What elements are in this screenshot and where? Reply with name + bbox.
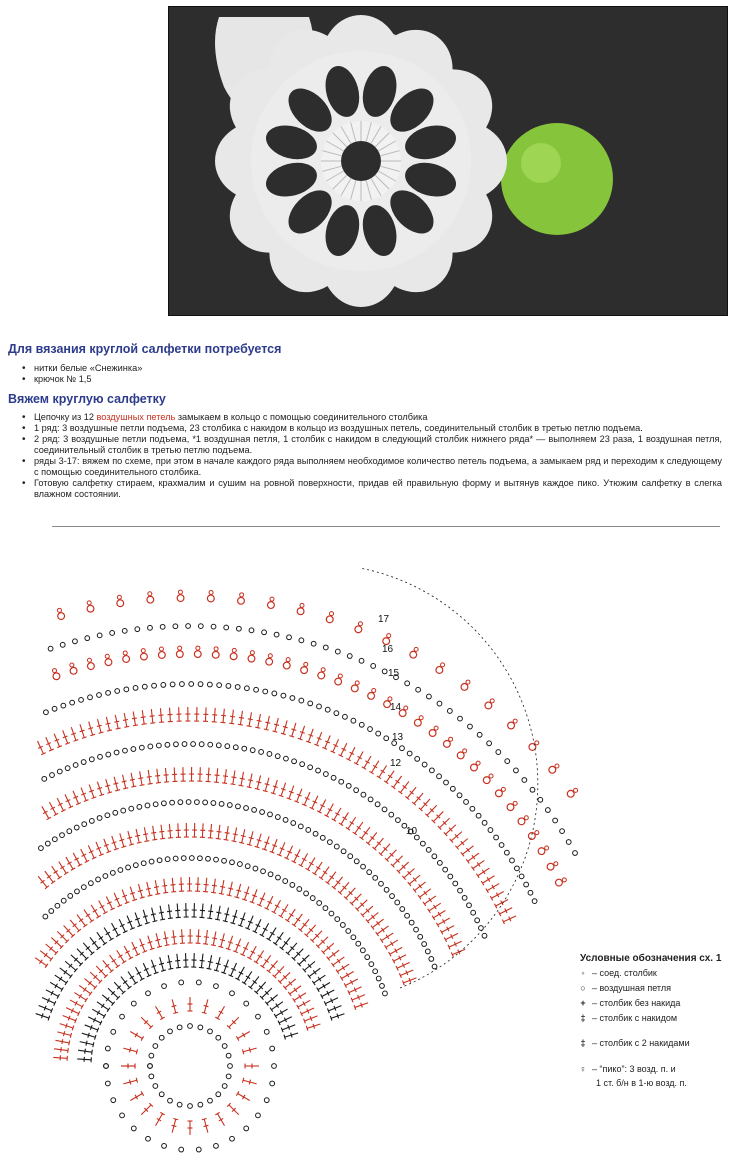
row-number: 13 bbox=[392, 732, 404, 743]
stitch-row bbox=[42, 742, 487, 939]
list-item: • ряды 3-17: вяжем по схеме, при этом в начале каждого ряда выполняем необходимое количество петель подъема, а замыкаем ряд и переходим к следующему с помощью соединительного столбика. bbox=[22, 456, 722, 478]
row-number: 12 bbox=[390, 758, 402, 769]
materials-list bbox=[22, 363, 142, 385]
legend-item bbox=[596, 1078, 687, 1088]
stitch-row bbox=[38, 823, 416, 985]
step-text: Цепочку из 12 bbox=[34, 412, 97, 422]
instructions-block bbox=[0, 330, 736, 516]
stitch-row bbox=[148, 1024, 233, 1109]
stitch-row bbox=[53, 929, 320, 1061]
list-item: • 1 ряд: 3 воздушные петли подъема, 23 столбика с накидом в кольцо из воздушных петель, соединительный столбик в третью петлю подъема. bbox=[22, 423, 722, 434]
stitch-row bbox=[121, 997, 259, 1135]
legend-item bbox=[574, 1064, 676, 1074]
step-text: замыкаем в кольцо с помощью соединительного столбика bbox=[175, 412, 428, 422]
list-item: • Готовую салфетку стираем, крахмалим и сушим на ровной поверхности, придав ей правильную форму и вытянув каждое пико. Утюжим салфетку в слегка влажном состоянии. bbox=[22, 478, 722, 500]
steps-list bbox=[22, 412, 722, 500]
legend-title: Условные обозначения сх. 1 bbox=[580, 953, 722, 964]
picot-icon: ♀ bbox=[579, 1064, 587, 1074]
row-number: 17 bbox=[378, 614, 390, 625]
list-item bbox=[22, 412, 722, 423]
doily-photo bbox=[168, 6, 728, 316]
legend-label: 1 ст. б/н в 1-ю возд. п. bbox=[596, 1078, 687, 1088]
legend-label: – столбик с накидом bbox=[592, 1013, 678, 1023]
slip-stitch-icon: ◦ bbox=[581, 968, 585, 978]
legend-item bbox=[574, 1013, 677, 1023]
legend-label: – “пико”: 3 возд. п. и bbox=[592, 1064, 676, 1074]
guide-arc bbox=[360, 568, 538, 988]
separator-line bbox=[52, 526, 720, 527]
legend-label: – столбик с 2 накидами bbox=[592, 1038, 690, 1048]
chain-stitch-icon: ○ bbox=[580, 983, 586, 993]
single-crochet-icon: + bbox=[580, 998, 586, 1008]
legend-label: – соед. столбик bbox=[592, 968, 657, 978]
stitch-row bbox=[57, 590, 577, 797]
row-number: 10 bbox=[406, 826, 418, 837]
knit-heading: Вяжем круглую салфетку bbox=[8, 392, 166, 406]
legend-label: – столбик без накида bbox=[592, 998, 681, 1008]
stitch-row bbox=[39, 800, 437, 969]
legend-item bbox=[574, 983, 671, 993]
step-highlight: воздушных петель bbox=[96, 412, 176, 422]
legend-item bbox=[574, 1038, 690, 1048]
legend-item bbox=[574, 968, 657, 978]
row-number: 15 bbox=[388, 668, 400, 679]
list-item: • крючок № 1,5 bbox=[22, 374, 142, 385]
materials-heading: Для вязания круглой салфетки потребуется bbox=[8, 342, 282, 356]
legend-item bbox=[574, 998, 680, 1008]
stitch-row bbox=[43, 856, 387, 996]
stitch-row bbox=[53, 646, 567, 886]
list-item: • 2 ряд: 3 воздушные петли подъема, *1 воздушная петля, 1 столбик с накидом в следующий столбик нижнего ряда* — выполняем 23 раза, 1 воздушная петля, соединительный столбик в третью петлю подъема. bbox=[22, 434, 722, 456]
crochet-chart bbox=[0, 528, 736, 1172]
treble-crochet-icon: ‡ bbox=[580, 1038, 586, 1048]
row-number: 16 bbox=[382, 644, 394, 655]
row-number: 14 bbox=[390, 702, 402, 713]
legend-label: – воздушная петля bbox=[592, 983, 671, 993]
double-crochet-icon: ‡ bbox=[580, 1013, 586, 1023]
list-item: • нитки белые «Снежинка» bbox=[22, 363, 142, 374]
